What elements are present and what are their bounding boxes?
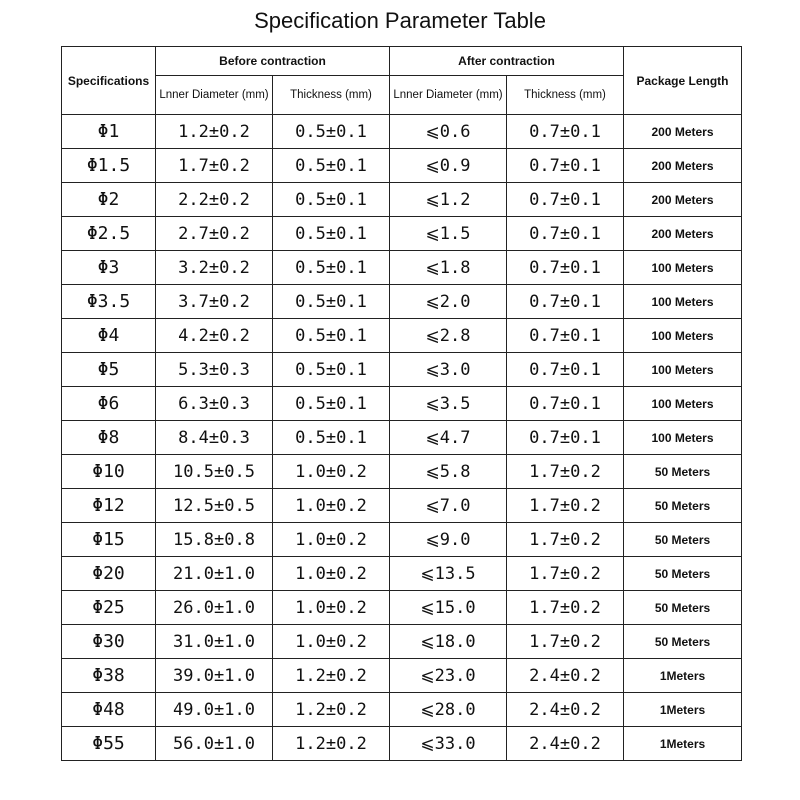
cell-after-inner-diameter: ⩽33.0 [390, 727, 507, 761]
cell-specification: Φ5 [62, 353, 156, 387]
cell-after-thickness: 0.7±0.1 [507, 421, 624, 455]
cell-package-length: 200 Meters [624, 115, 742, 149]
cell-before-thickness: 0.5±0.1 [273, 285, 390, 319]
table-row [62, 319, 742, 353]
cell-before-inner-diameter: 2.2±0.2 [156, 183, 273, 217]
table-row [62, 625, 742, 659]
cell-after-thickness: 0.7±0.1 [507, 115, 624, 149]
table-row [62, 523, 742, 557]
cell-before-thickness: 0.5±0.1 [273, 115, 390, 149]
cell-after-inner-diameter: ⩽0.6 [390, 115, 507, 149]
cell-package-length: 100 Meters [624, 353, 742, 387]
cell-after-thickness: 2.4±0.2 [507, 659, 624, 693]
cell-specification: Φ20 [62, 557, 156, 591]
cell-specification: Φ3.5 [62, 285, 156, 319]
header-before-thickness: Thickness (mm) [273, 76, 390, 115]
cell-after-inner-diameter: ⩽28.0 [390, 693, 507, 727]
cell-package-length: 100 Meters [624, 387, 742, 421]
cell-package-length: 200 Meters [624, 217, 742, 251]
cell-before-inner-diameter: 21.0±1.0 [156, 557, 273, 591]
table-body [62, 115, 742, 761]
cell-specification: Φ12 [62, 489, 156, 523]
cell-before-inner-diameter: 31.0±1.0 [156, 625, 273, 659]
cell-after-thickness: 1.7±0.2 [507, 591, 624, 625]
cell-before-inner-diameter: 8.4±0.3 [156, 421, 273, 455]
cell-before-inner-diameter: 39.0±1.0 [156, 659, 273, 693]
cell-before-thickness: 1.2±0.2 [273, 693, 390, 727]
cell-package-length: 1Meters [624, 693, 742, 727]
cell-package-length: 50 Meters [624, 523, 742, 557]
table-row [62, 489, 742, 523]
cell-before-thickness: 1.0±0.2 [273, 523, 390, 557]
cell-package-length: 100 Meters [624, 285, 742, 319]
table-row [62, 149, 742, 183]
header-before-contraction: Before contraction [156, 47, 390, 76]
cell-specification: Φ15 [62, 523, 156, 557]
cell-before-thickness: 0.5±0.1 [273, 251, 390, 285]
cell-package-length: 50 Meters [624, 455, 742, 489]
cell-before-thickness: 0.5±0.1 [273, 353, 390, 387]
cell-after-inner-diameter: ⩽3.5 [390, 387, 507, 421]
cell-after-thickness: 1.7±0.2 [507, 455, 624, 489]
cell-after-inner-diameter: ⩽1.2 [390, 183, 507, 217]
cell-specification: Φ30 [62, 625, 156, 659]
cell-after-thickness: 1.7±0.2 [507, 557, 624, 591]
cell-before-inner-diameter: 12.5±0.5 [156, 489, 273, 523]
cell-before-thickness: 0.5±0.1 [273, 149, 390, 183]
table-row [62, 727, 742, 761]
cell-specification: Φ8 [62, 421, 156, 455]
table-row [62, 387, 742, 421]
cell-after-thickness: 0.7±0.1 [507, 183, 624, 217]
cell-package-length: 50 Meters [624, 591, 742, 625]
cell-after-inner-diameter: ⩽3.0 [390, 353, 507, 387]
cell-before-inner-diameter: 26.0±1.0 [156, 591, 273, 625]
table-row [62, 285, 742, 319]
table-row [62, 557, 742, 591]
cell-before-inner-diameter: 10.5±0.5 [156, 455, 273, 489]
cell-package-length: 1Meters [624, 659, 742, 693]
cell-after-thickness: 0.7±0.1 [507, 217, 624, 251]
table-row [62, 353, 742, 387]
table-row [62, 115, 742, 149]
cell-package-length: 200 Meters [624, 149, 742, 183]
cell-before-inner-diameter: 3.2±0.2 [156, 251, 273, 285]
cell-before-inner-diameter: 1.7±0.2 [156, 149, 273, 183]
cell-before-thickness: 1.2±0.2 [273, 659, 390, 693]
cell-specification: Φ55 [62, 727, 156, 761]
table-row [62, 659, 742, 693]
cell-specification: Φ2 [62, 183, 156, 217]
cell-specification: Φ1.5 [62, 149, 156, 183]
cell-after-inner-diameter: ⩽13.5 [390, 557, 507, 591]
cell-after-inner-diameter: ⩽5.8 [390, 455, 507, 489]
cell-after-inner-diameter: ⩽9.0 [390, 523, 507, 557]
cell-before-inner-diameter: 5.3±0.3 [156, 353, 273, 387]
specification-table [61, 46, 742, 761]
cell-package-length: 50 Meters [624, 489, 742, 523]
cell-specification: Φ4 [62, 319, 156, 353]
cell-specification: Φ2.5 [62, 217, 156, 251]
cell-after-inner-diameter: ⩽7.0 [390, 489, 507, 523]
header-package-length: Package Length [624, 47, 742, 115]
cell-before-inner-diameter: 6.3±0.3 [156, 387, 273, 421]
cell-after-thickness: 2.4±0.2 [507, 693, 624, 727]
cell-specification: Φ48 [62, 693, 156, 727]
table-row [62, 421, 742, 455]
cell-after-inner-diameter: ⩽15.0 [390, 591, 507, 625]
cell-after-inner-diameter: ⩽4.7 [390, 421, 507, 455]
table-row [62, 591, 742, 625]
cell-after-thickness: 2.4±0.2 [507, 727, 624, 761]
cell-package-length: 100 Meters [624, 421, 742, 455]
cell-before-thickness: 0.5±0.1 [273, 217, 390, 251]
cell-after-inner-diameter: ⩽23.0 [390, 659, 507, 693]
cell-after-thickness: 0.7±0.1 [507, 251, 624, 285]
cell-after-thickness: 0.7±0.1 [507, 387, 624, 421]
cell-after-thickness: 0.7±0.1 [507, 319, 624, 353]
cell-before-inner-diameter: 49.0±1.0 [156, 693, 273, 727]
cell-package-length: 100 Meters [624, 319, 742, 353]
cell-package-length: 100 Meters [624, 251, 742, 285]
header-row-top [62, 47, 742, 76]
cell-package-length: 1Meters [624, 727, 742, 761]
cell-before-thickness: 0.5±0.1 [273, 183, 390, 217]
cell-after-thickness: 1.7±0.2 [507, 523, 624, 557]
cell-after-thickness: 0.7±0.1 [507, 353, 624, 387]
cell-package-length: 50 Meters [624, 557, 742, 591]
cell-before-thickness: 1.0±0.2 [273, 489, 390, 523]
cell-package-length: 200 Meters [624, 183, 742, 217]
cell-specification: Φ38 [62, 659, 156, 693]
cell-before-inner-diameter: 4.2±0.2 [156, 319, 273, 353]
cell-after-inner-diameter: ⩽1.5 [390, 217, 507, 251]
cell-specification: Φ1 [62, 115, 156, 149]
cell-specification: Φ25 [62, 591, 156, 625]
table-row [62, 217, 742, 251]
cell-specification: Φ10 [62, 455, 156, 489]
cell-before-inner-diameter: 56.0±1.0 [156, 727, 273, 761]
cell-after-thickness: 1.7±0.2 [507, 625, 624, 659]
cell-after-inner-diameter: ⩽18.0 [390, 625, 507, 659]
cell-before-thickness: 0.5±0.1 [273, 421, 390, 455]
cell-package-length: 50 Meters [624, 625, 742, 659]
cell-after-thickness: 1.7±0.2 [507, 489, 624, 523]
cell-before-thickness: 0.5±0.1 [273, 319, 390, 353]
table-row [62, 693, 742, 727]
table-row [62, 455, 742, 489]
cell-specification: Φ3 [62, 251, 156, 285]
cell-before-thickness: 1.0±0.2 [273, 625, 390, 659]
header-after-contraction: After contraction [390, 47, 624, 76]
cell-before-thickness: 1.0±0.2 [273, 557, 390, 591]
cell-after-inner-diameter: ⩽2.8 [390, 319, 507, 353]
cell-after-inner-diameter: ⩽2.0 [390, 285, 507, 319]
cell-after-inner-diameter: ⩽0.9 [390, 149, 507, 183]
cell-before-inner-diameter: 2.7±0.2 [156, 217, 273, 251]
cell-specification: Φ6 [62, 387, 156, 421]
cell-before-inner-diameter: 3.7±0.2 [156, 285, 273, 319]
table-row [62, 251, 742, 285]
header-after-inner-diameter: Lnner Diameter (mm) [390, 76, 507, 115]
table-row [62, 183, 742, 217]
cell-after-thickness: 0.7±0.1 [507, 149, 624, 183]
header-before-inner-diameter: Lnner Diameter (mm) [156, 76, 273, 115]
cell-before-thickness: 1.0±0.2 [273, 455, 390, 489]
cell-before-thickness: 0.5±0.1 [273, 387, 390, 421]
cell-before-inner-diameter: 1.2±0.2 [156, 115, 273, 149]
cell-before-thickness: 1.0±0.2 [273, 591, 390, 625]
header-specifications: Specifications [62, 47, 156, 115]
header-after-thickness: Thickness (mm) [507, 76, 624, 115]
cell-after-inner-diameter: ⩽1.8 [390, 251, 507, 285]
cell-after-thickness: 0.7±0.1 [507, 285, 624, 319]
cell-before-inner-diameter: 15.8±0.8 [156, 523, 273, 557]
cell-before-thickness: 1.2±0.2 [273, 727, 390, 761]
page-title: Specification Parameter Table [254, 8, 546, 33]
